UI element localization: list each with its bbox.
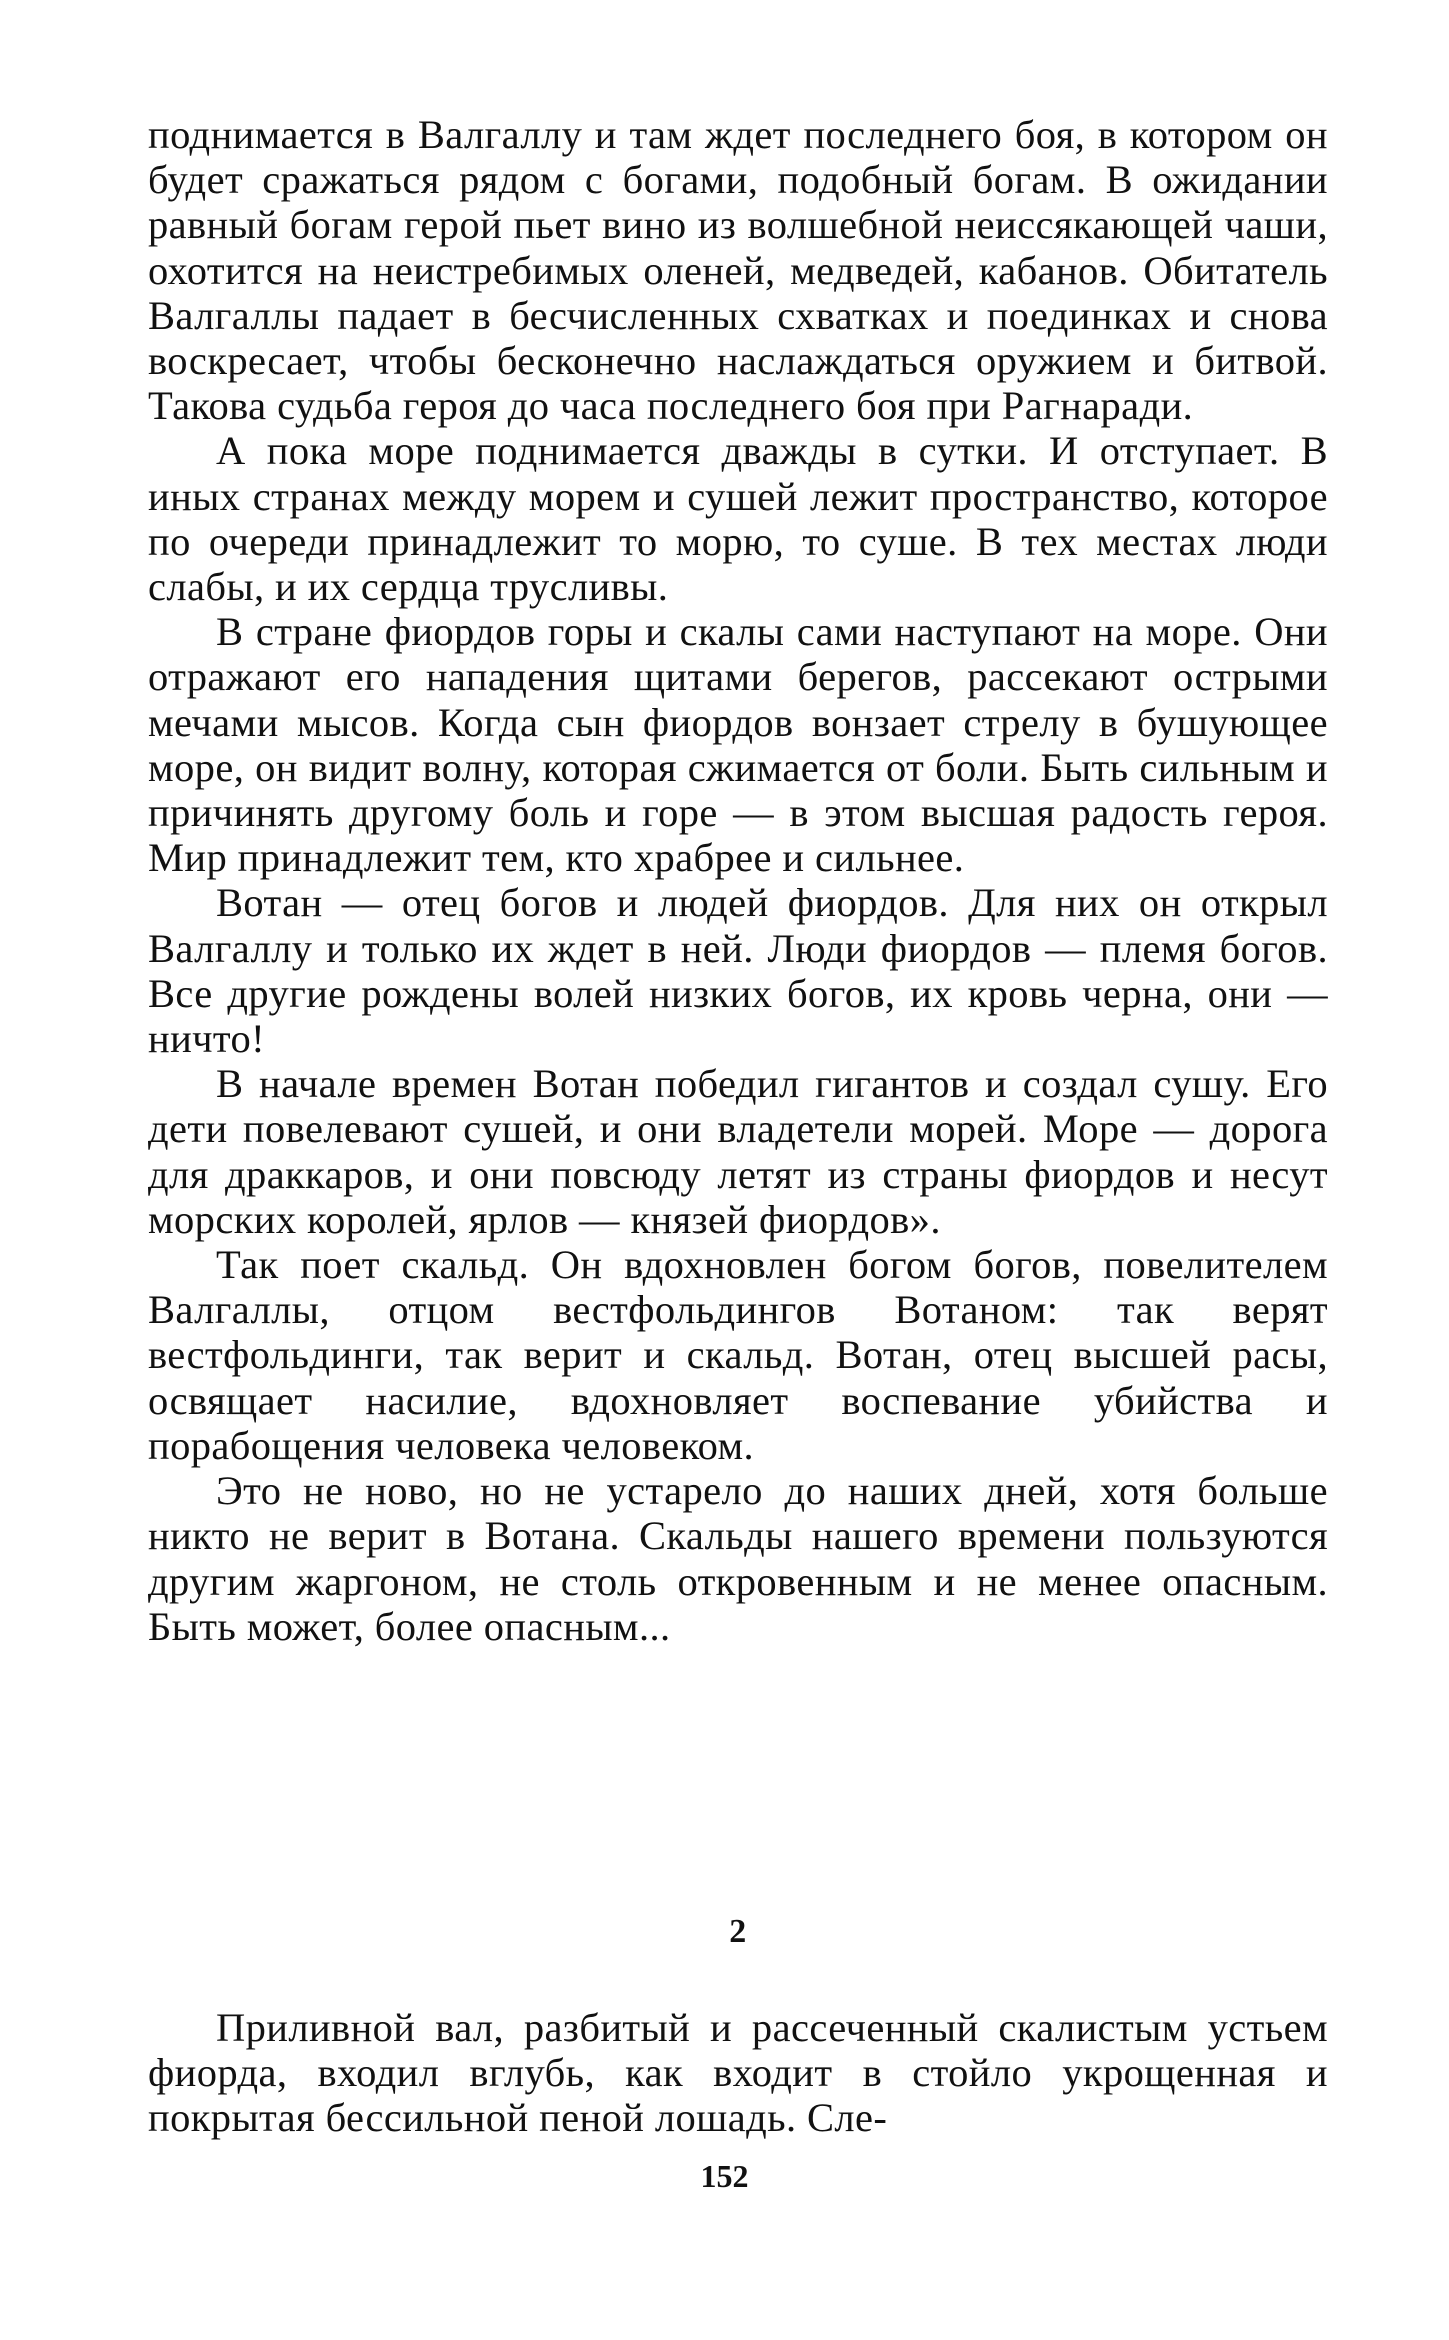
paragraph-sea-rises: А пока море поднимается дважды в сутки. И отступает. В иных странах между морем и сушей лежит пространство, которое по очереди принадлежит то морю, то суше. В тех местах люди слабы, и их сердца трусливы.	[148, 428, 1328, 610]
paragraph-land-of-fjords: В стране фиордов горы и скалы сами наступают на море. Они отражают его нападения щитами берегов, рассекают острыми мечами мысов. Когда сын фиордов вонзает стрелу в бушующее море, он видит волну, которая сжимается от боли. Быть сильным и причинять другому боль и горе — в этом высшая радость героя. Мир принадлежит тем, кто храбрее и сильнее.	[148, 609, 1328, 881]
book-page	[148, 112, 1328, 2141]
paragraph-wotan-father: Вотан — отец богов и людей фиордов. Для них он открыл Валгаллу и только их ждет в ней. Люди фиордов — племя богов. Все другие рождены волей низких богов, их кровь черна, они — ничто!	[148, 880, 1328, 1062]
paragraph-not-new: Это не ново, но не устарело до наших дней, хотя больше никто не верит в Вотана. Скальды нашего времени пользуются другим жаргоном, не столь откровенным и не менее опасным. Быть может, более опасным...	[148, 1468, 1328, 1649]
section-number: 2	[729, 1913, 747, 1950]
paragraph-valhalla-continuation: поднимается в Валгаллу и там ждет последнего боя, в котором он будет сражаться рядом с богами, подобный богам. В ожидании равный богам герой пьет вино из волшебной неиссякающей чаши, охотится на неистребимых оленей, медведей, кабанов. Обитатель Валгаллы падает в бесчисленных схватках и поединках и снова воскресает, чтобы бесконечно наслаждаться оружием и битвой. Такова судьба героя до часа последнего боя при Рагнаради.	[148, 112, 1328, 429]
section-2-body	[148, 2005, 1328, 2141]
paragraph-skald-sings: Так поет скальд. Он вдохновлен богом богов, повелителем Валгаллы, отцом вестфольдингов Вотаном: так верят вестфольдинги, так верит и скальд. Вотан, отец высшей расы, освящает насилие, вдохновляет воспевание убийства и порабощения человека человеком.	[148, 1242, 1328, 1468]
paragraph-tidal-wave: Приливной вал, разбитый и рассеченный скалистым устьем фиорда, входил вглубь, как входит в стойло укрощенная и покрытая бессильной пеной лошадь. Сле-	[148, 2005, 1328, 2141]
paragraph-beginning-of-times: В начале времен Вотан победил гигантов и создал сушу. Его дети повелевают сушей, и они владетели морей. Море — дорога для драккаров, и они повсюду летят из страны фиордов и несут морских королей, ярлов — князей фиордов».	[148, 1061, 1328, 1242]
page-number: 152	[700, 2158, 749, 2194]
